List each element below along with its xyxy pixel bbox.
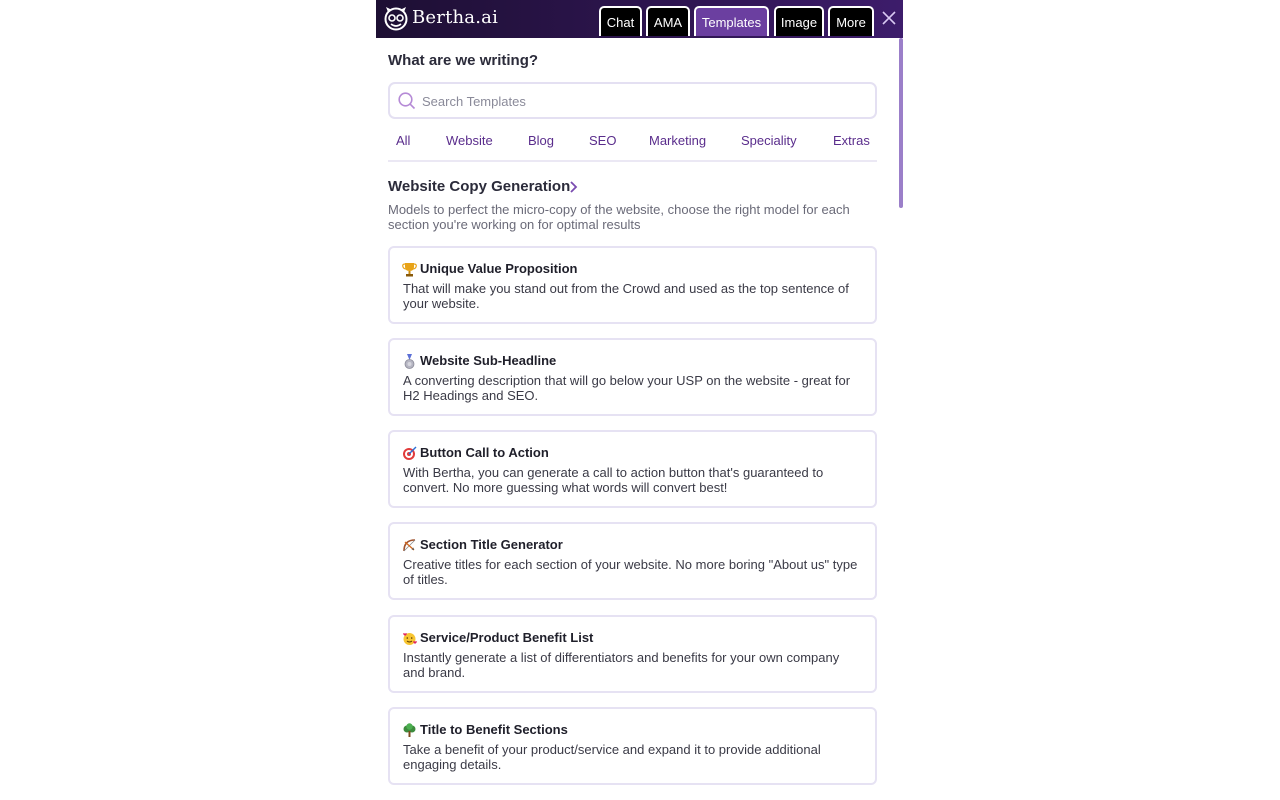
template-card[interactable]: [388, 615, 877, 693]
filter-speciality[interactable]: Speciality: [741, 133, 797, 148]
search-box: [388, 82, 877, 119]
card-title: Website Sub-Headline: [420, 353, 557, 368]
search-input[interactable]: [420, 84, 864, 119]
top-bar: [376, 0, 903, 38]
search-icon: [398, 92, 416, 110]
dart-icon: [402, 446, 417, 461]
tab-ama[interactable]: AMA: [646, 6, 690, 36]
filter-website[interactable]: Website: [446, 133, 493, 148]
bow-arrow-icon: [402, 538, 417, 553]
template-card[interactable]: [388, 707, 877, 785]
smiling-hearts-icon: [402, 631, 417, 646]
tab-image[interactable]: Image: [774, 6, 824, 36]
bertha-panel: [376, 0, 903, 800]
card-description: A converting description that will go below your USP on the website - great for H2 Headings and SEO.: [403, 373, 851, 403]
tab-templates[interactable]: Templates: [694, 6, 769, 36]
template-card[interactable]: [388, 246, 877, 324]
category-filters: [388, 130, 877, 162]
section-description: Models to perfect the micro-copy of the website, choose the right model for each section you're working on for optimal results: [388, 202, 850, 232]
filter-extras[interactable]: Extras: [833, 133, 870, 148]
filter-seo[interactable]: SEO: [589, 133, 617, 148]
bertha-logo-icon: [383, 5, 409, 31]
tree-icon: [402, 723, 417, 738]
card-title: Title to Benefit Sections: [420, 722, 568, 737]
card-description: Take a benefit of your product/service and expand it to provide additional engaging details.: [403, 742, 821, 772]
app-name: Bertha.ai: [412, 7, 499, 28]
card-title: Section Title Generator: [420, 537, 563, 552]
chevron-right-icon[interactable]: [568, 181, 578, 193]
medal-icon: [402, 354, 417, 369]
card-description: Creative titles for each section of your website. No more boring "About us" type of titles.: [403, 557, 858, 587]
card-title: Unique Value Proposition: [420, 261, 578, 276]
template-card[interactable]: [388, 338, 877, 416]
card-title: Button Call to Action: [420, 445, 549, 460]
filter-all[interactable]: All: [396, 133, 411, 148]
page-title: What are we writing?: [388, 52, 539, 69]
card-description: Instantly generate a list of differentiators and benefits for your own company and brand.: [403, 650, 840, 680]
template-card[interactable]: [388, 522, 877, 600]
close-icon[interactable]: [881, 10, 897, 26]
card-description: That will make you stand out from the Crowd and used as the top sentence of your website.: [403, 281, 849, 311]
card-description: With Bertha, you can generate a call to action button that's guaranteed to convert. No more guessing what words will convert best!: [403, 465, 824, 495]
trophy-icon: [402, 262, 417, 277]
scrollbar[interactable]: [899, 38, 903, 208]
filter-blog[interactable]: Blog: [528, 133, 555, 148]
filter-marketing[interactable]: Marketing: [649, 133, 707, 148]
card-title: Service/Product Benefit List: [420, 630, 594, 645]
tab-more[interactable]: More: [828, 6, 874, 36]
section-title[interactable]: Website Copy Generation: [388, 178, 571, 195]
tab-chat[interactable]: Chat: [599, 6, 642, 36]
template-card[interactable]: [388, 430, 877, 508]
